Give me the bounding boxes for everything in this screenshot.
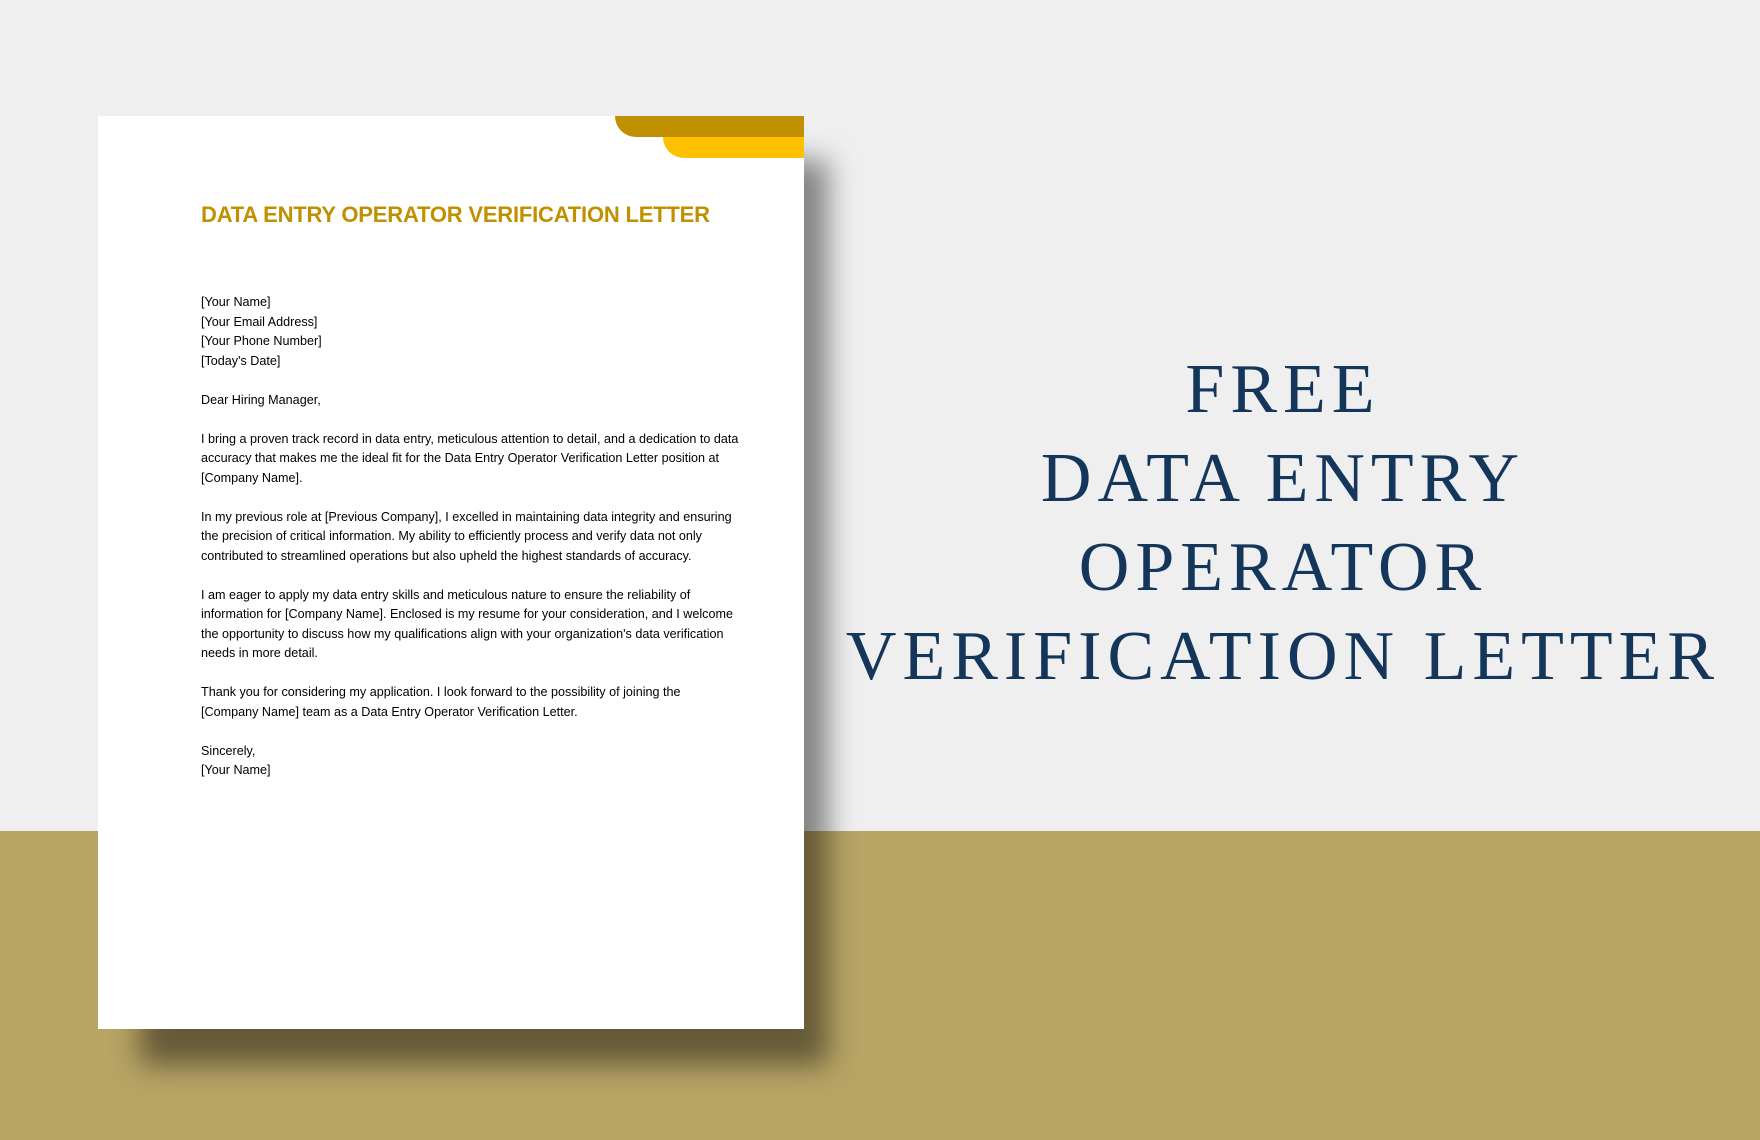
letter-page [98,116,804,1029]
paragraph: I bring a proven track record in data entry, meticulous attention to detail, and a dedication to data accuracy that makes me the ideal fit for the Data Entry Operator Verification Letter position at [Company Name]. [201,431,739,485]
closing: Sincerely, [201,743,256,758]
promo-heading [830,345,1736,701]
sender-name: [Your Name] [201,295,271,309]
paragraph: I am eager to apply my data entry skills and meticulous nature to ensure the reliability of information for [Company Name]. Enclosed is my resume for your consideration, and I welcome the opportunity to discuss how my qualifications align with your organization's data verification needs in more detail. [201,587,733,660]
promo-line: FREE [1185,351,1381,428]
letter-body [201,293,741,800]
promo-line: DATA ENTRY [1040,440,1526,517]
corner-decoration-light [663,137,804,158]
corner-decoration-dark [615,116,804,137]
sender-email: [Your Email Address] [201,314,318,329]
signature: [Your Name] [201,763,271,777]
promo-line: VERIFICATION LETTER [845,618,1721,695]
paragraph: Thank you for considering my application. I look forward to the possibility of joining the [Company Name] team as a Data Entry Operator Verification Letter. [201,685,681,719]
sender-block [201,293,741,371]
letter-date: [Today's Date] [201,353,281,368]
sender-phone: [Your Phone Number] [201,334,322,348]
salutation: Dear Hiring Manager, [201,392,321,407]
promo-line: OPERATOR [1078,529,1488,606]
paragraph: In my previous role at [Previous Company], I excelled in maintaining data integrity and ensuring the precision of critical information. My ability to efficiently process and verify data not only contributed to streamlined operations but also upheld the highest standards of accuracy. [201,509,732,563]
letter-title: DATA ENTRY OPERATOR VERIFICATION LETTER [201,202,710,227]
closing-block [201,742,741,781]
